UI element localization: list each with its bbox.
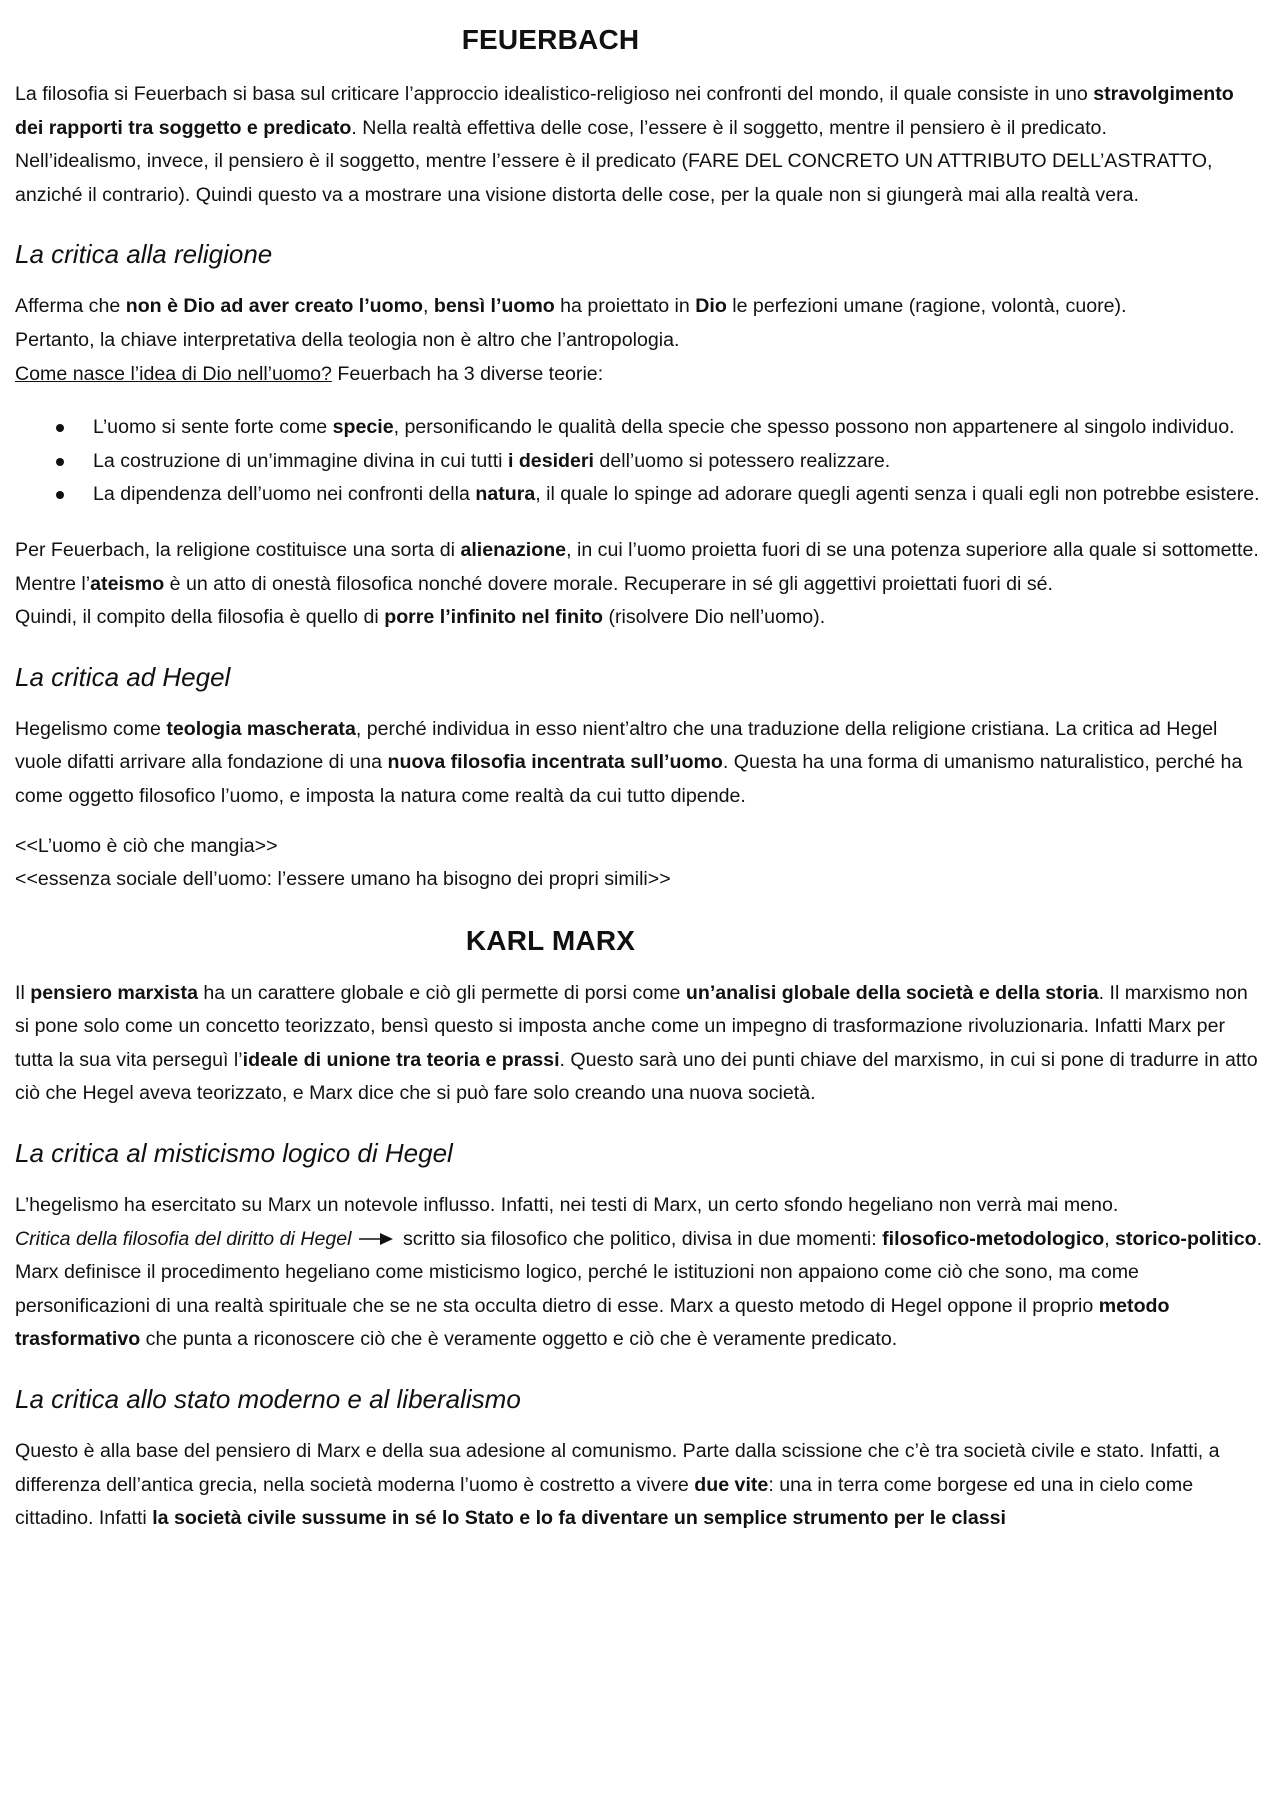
text-run: , in cui l’uomo proietta fuori di se una potenza superiore alla quale si sottomette. Mentre l’: [15, 538, 1259, 595]
bold-text: la società civile sussume in sé lo Stato e lo fa diventare un semplice strumento per le classi: [152, 1507, 1006, 1530]
text-run: ha proiettato in: [554, 295, 696, 318]
arrow-right-icon: [358, 1232, 394, 1246]
bold-text: natura: [475, 483, 536, 506]
text-run: . Questa ha una forma di umanismo naturalistico, perché ha come oggetto filosofico l’uomo, e imposta la natura come realtà da cui tutto dipende.: [15, 751, 1243, 807]
heading-critica-hegel: La critica ad Hegel: [15, 661, 231, 692]
heading-critica-stato: La critica allo stato moderno e al liberalismo: [15, 1384, 521, 1415]
religione-paragraph-4: [15, 534, 1266, 601]
heading-critica-misticismo: La critica al misticismo logico di Hegel: [15, 1138, 453, 1169]
text-run: le perfezioni umane (ragione, volontà, cuore).: [726, 295, 1127, 318]
religione-paragraph-3: [15, 358, 1266, 392]
text-run: La dipendenza dell’uomo nei confronti della: [93, 483, 476, 506]
list-item: [93, 445, 1266, 479]
bold-text: ideale di unione tra teoria e prassi: [242, 1048, 560, 1071]
marx-intro-paragraph: [15, 977, 1266, 1111]
text-run: , il quale lo spinge ad adorare quegli agenti senza i quali egli non potrebbe esistere.: [535, 483, 1260, 506]
text-run: scritto sia filosofico che politico, divisa in due momenti:: [397, 1227, 883, 1250]
text-run: è un atto di onestà filosofica nonché dovere morale. Recuperare in sé gli aggettivi proiettati fuori di sé.: [164, 572, 1053, 595]
feuerbach-intro-paragraph-1: [15, 78, 1266, 145]
list-item: [93, 478, 1266, 512]
bold-text: pensiero marxista: [30, 981, 198, 1004]
text-run: (risolvere Dio nell’uomo).: [603, 606, 826, 629]
text-run: : una in terra come borgese ed una in cielo come cittadino. Infatti: [15, 1473, 1194, 1530]
spacer: [15, 814, 1266, 830]
page-title-feuerbach: FEUERBACH: [461, 24, 640, 55]
text-run: ,: [1104, 1227, 1116, 1250]
bold-text: stravolgimento dei rapporti tra soggetto e predicato: [15, 83, 1234, 139]
bold-text: non è Dio ad aver creato l’uomo: [125, 295, 423, 318]
religione-paragraph-1: [15, 290, 1266, 324]
underlined-question: Come nasce l’idea di Dio nell’uomo?: [15, 362, 332, 385]
text-run: La filosofia si Feuerbach si basa sul criticare l’approccio idealistico-religioso nei confronti del mondo, il quale consiste in uno: [15, 83, 1094, 105]
text-run: dell’uomo si potessero realizzare.: [593, 449, 891, 472]
quote-1: <<L’uomo è ciò che mangia>>: [15, 834, 278, 857]
text-run: Hegelismo come: [15, 717, 167, 740]
text-run: Quindi, il compito della filosofia è quello di: [15, 606, 385, 629]
misticismo-paragraph-2: [15, 1223, 1266, 1357]
text-run: che punta a riconoscere ciò che è veramente oggetto e ciò che è veramente predicato.: [140, 1328, 898, 1351]
hegel-paragraph-1: [15, 713, 1266, 814]
bold-text: alienazione: [460, 538, 567, 561]
text-run: , perché individua in esso nient’altro che una traduzione della religione cristiana. La critica ad Hegel vuole difatti arrivare alla fondazione di una: [15, 717, 1218, 774]
text-run: Il: [15, 981, 31, 1004]
text-run: Questo è alla base del pensiero di Marx e della sua adesione al comunismo. Parte dalla scissione che c’è tra società civile e stato. Infatti, a differenza dell’antica grecia, nella società moderna l’uomo è costretto a vivere: [15, 1440, 1220, 1496]
text-run: Afferma che: [15, 295, 126, 318]
text-run: . Questo sarà uno dei punti chiave del marxismo, in cui si pone di tradurre in atto ciò che Hegel aveva teorizzato, e Marx dice che si può fare solo creando una nuova società.: [15, 1048, 1258, 1105]
misticismo-paragraph-1: L’hegelismo ha esercitato su Marx un notevole influsso. Infatti, nei testi di Marx, un certo sfondo hegeliano non verrà mai meno.: [15, 1194, 1119, 1217]
bold-text: filosofico-metodologico: [882, 1227, 1105, 1250]
text-run: L’uomo si sente forte come: [93, 416, 333, 439]
bold-text: porre l’infinito nel finito: [384, 606, 604, 629]
text-run: ,: [422, 295, 434, 318]
religione-paragraph-5: [15, 601, 1266, 635]
bold-text: teologia mascherata: [166, 717, 356, 740]
bold-text: bensì l’uomo: [433, 295, 555, 318]
text-run: . Nella realtà effettiva delle cose, l’essere è il soggetto, mentre il pensiero è il predicato.: [351, 116, 1107, 139]
work-title: Critica della filosofia del diritto di Hegel: [15, 1227, 352, 1250]
bold-text: nuova filosofia incentrata sull’uomo: [387, 751, 723, 774]
page-title-marx: KARL MARX: [465, 924, 636, 956]
bold-text: Dio: [695, 295, 727, 318]
text-run: La costruzione di un’immagine divina in cui tutti: [93, 449, 508, 472]
theories-list: [15, 411, 1266, 512]
quote-2: <<essenza sociale dell’uomo: l’essere umano ha bisogno dei propri simili>>: [15, 868, 671, 891]
text-run: . Il marxismo non si pone solo come un concetto teorizzato, bensì questo si imposta anche come un impegno di trasformazione rivoluzionaria. Infatti Marx per tutta la sua vita perseguì l’: [15, 981, 1248, 1071]
bold-text: due vite: [694, 1473, 769, 1496]
text-run: . Marx definisce il procedimento hegeliano come misticismo logico, perché le istituzioni non appaiono come ciò che sono, ma come personificazioni di una realtà spirituale che se ne sta occulta dietro di esse. Marx a questo metodo di Hegel oppone il proprio: [15, 1227, 1263, 1317]
bold-text: ateismo: [90, 572, 165, 595]
heading-critica-religione: La critica alla religione: [15, 239, 273, 270]
bold-text: i desideri: [507, 449, 594, 472]
bold-text: metodo trasformativo: [15, 1294, 1170, 1351]
text-run: Per Feuerbach, la religione costituisce una sorta di: [15, 538, 461, 561]
text-run: Feuerbach ha 3 diverse teorie:: [331, 362, 604, 385]
bold-text: un’analisi globale della società e della storia: [685, 981, 1099, 1004]
religione-paragraph-2: Pertanto, la chiave interpretativa della teologia non è altro che l’antropologia.: [15, 328, 680, 351]
list-item: [93, 411, 1266, 445]
bold-text: storico-politico: [1115, 1227, 1257, 1250]
feuerbach-intro-paragraph-2: Nell’idealismo, invece, il pensiero è il soggetto, mentre l’essere è il predicato (FARE DEL CONCRETO UN ATTRIBUTO DELL’ASTRATTO, anziché il contrario). Quindi questo va a mostrare una visione distorta delle cose, per la quale non si giungerà mai alla realtà vera.: [15, 150, 1213, 206]
stato-paragraph: [15, 1435, 1266, 1536]
bold-text: specie: [332, 416, 394, 439]
text-run: ha un carattere globale e ciò gli permette di porsi come: [197, 981, 686, 1004]
text-run: , personificando le qualità della specie che spesso possono non appartenere al singolo individuo.: [393, 416, 1235, 439]
